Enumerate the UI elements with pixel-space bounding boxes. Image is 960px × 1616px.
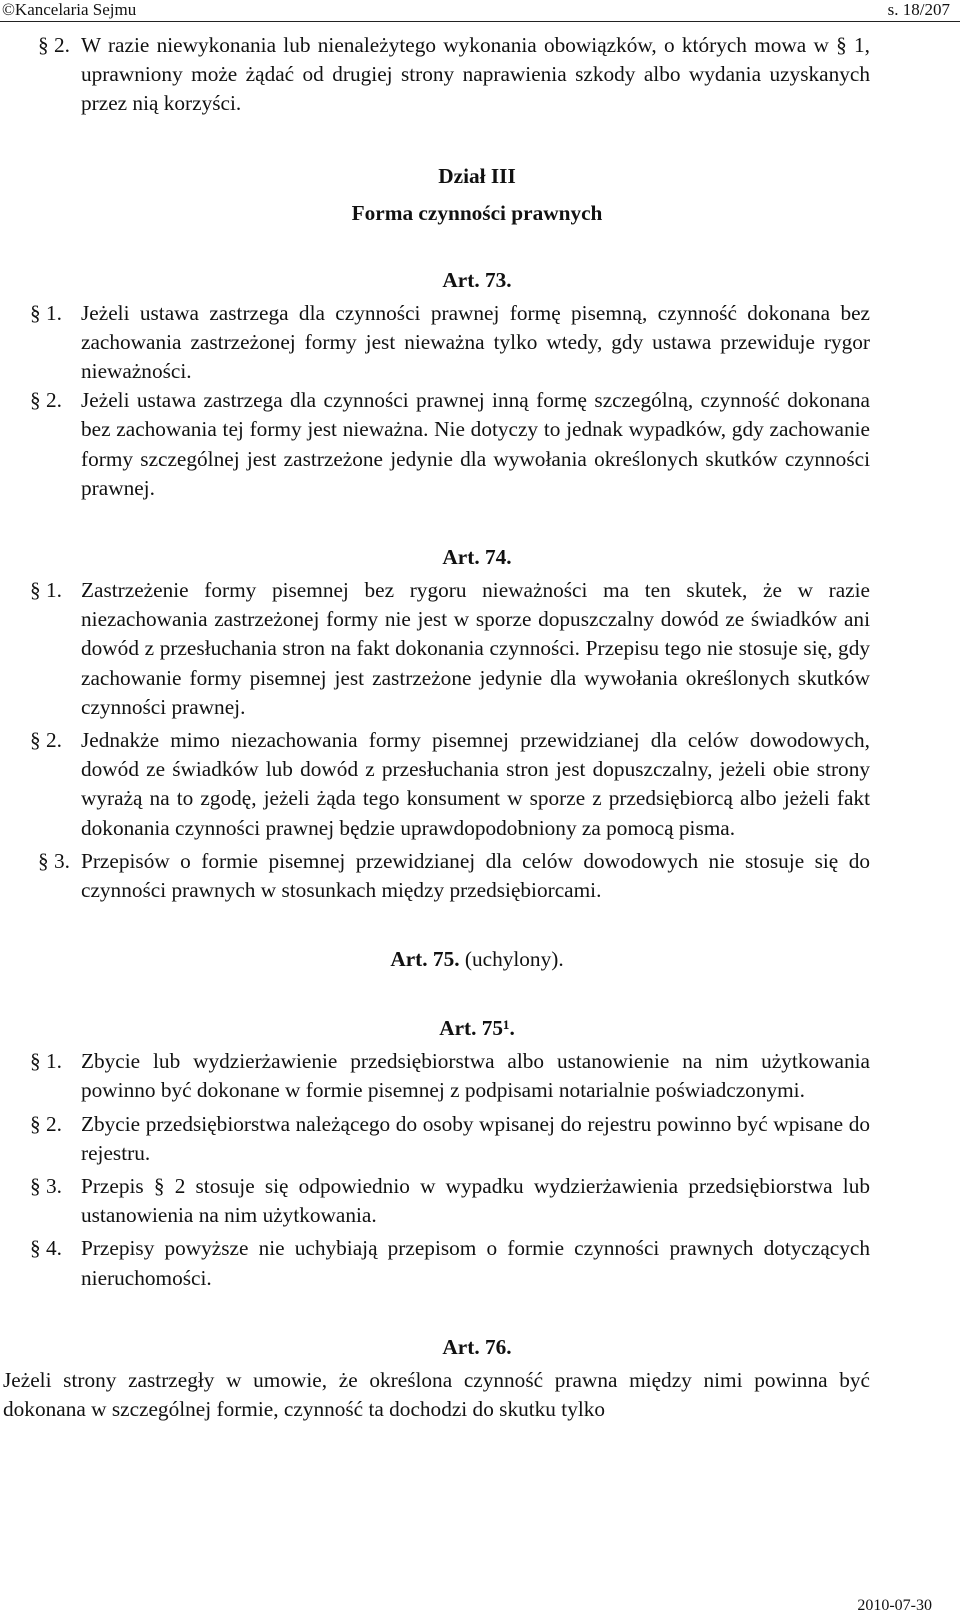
intro-paragraph-number: § 2. [38, 33, 70, 57]
article-74-paragraph-2-text: Jednakże mimo niezachowania formy pisemnej przewidzianej dla celów dowodowych, dowód ze świadków lub dowód z przesłuchania stron jest dopuszczalny, jeżeli obie strony wyrażą na to zgodę, jeżeli żąda tego konsument w sporze z przedsiębiorcą albo jeżeli fakt dokonania czynności prawnej będzie uprawdopodobniony za pomocą pisma. [81, 728, 870, 840]
article-74-paragraph-3-number: § 3. [38, 848, 70, 873]
article-75-note: (uchylony). [464, 947, 564, 972]
intro-paragraph [0, 31, 960, 119]
article-73-paragraph-1-text: Jeżeli ustawa zastrzega dla czynności prawnej formę pisemną, czynność dokonana bez zachowania zastrzeżonej formy jest nieważna tylko wtedy, gdy ustawa przewiduje rygor nieważności. [81, 300, 870, 384]
header-divider [0, 21, 960, 22]
article-76-title: Art. 76. [442, 1334, 512, 1359]
article-75-1-paragraph-2 [0, 1110, 960, 1168]
article-74-paragraph-1-number: § 1. [30, 578, 62, 603]
article-73-paragraph-2-text: Jeżeli ustawa zastrzega dla czynności prawnej inną formę szczególną, czynność dokonana bez zachowania tej formy jest nieważna. Nie dotyczy to jednak wypadków, gdy zachowanie formy szczególnej jest zastrzeżone jedynie dla wywołania określonych skutków czynności prawnej. [81, 388, 870, 500]
article-74-paragraph-3 [0, 847, 960, 905]
article-75-1-paragraph-4 [0, 1234, 960, 1292]
article-74-paragraph-2-number: § 2. [30, 728, 62, 753]
article-74-paragraph-3-text: Przepisów o formie pisemnej przewidzianej dla celów dowodowych nie stosuje się do czynności prawnych w stosunkach między przedsiębiorcami. [81, 848, 870, 903]
article-75-1-paragraph-2-number: § 2. [30, 1111, 62, 1136]
header-page-number: s. 18/207 [887, 0, 950, 19]
article-75-title [0, 945, 960, 974]
article-75-1-paragraph-1-text: Zbycie lub wydzierżawienie przedsiębiorstwa albo ustanowienie na nim użytkowania powinno być dokonane w formie pisemnej z podpisami notarialnie poświadczonymi. [81, 1049, 870, 1103]
article-75-1-paragraph-2-text: Zbycie przedsiębiorstwa należącego do osoby wpisanej do rejestru powinno być wpisane do rejestru. [81, 1111, 870, 1165]
article-75-1-paragraph-4-number: § 4. [30, 1236, 62, 1261]
article-75-1-title: Art. 75¹. [439, 1016, 515, 1041]
division-subtitle: Forma czynności prawnych [351, 200, 603, 225]
intro-paragraph-text: W razie niewykonania lub nienależytego wykonania obowiązków, o których mowa w § 1, uprawniony może żądać od drugiej strony naprawienia szkody albo wydania uzyskanych przez nią korzyści. [81, 33, 870, 116]
article-74-paragraph-2 [0, 726, 960, 843]
article-75-1-paragraph-1 [0, 1047, 960, 1105]
article-73-paragraph-2-number: § 2. [30, 388, 62, 413]
article-74-paragraph-1 [0, 576, 960, 722]
article-75-1-paragraph-3-text: Przepis § 2 stosuje się odpowiednio w wypadku wydzierżawienia przedsiębiorstwa lub ustanowienia na nim użytkowania. [81, 1174, 870, 1228]
article-73-paragraph-2 [0, 386, 960, 503]
article-73-paragraph-1 [0, 299, 960, 387]
article-74-paragraph-1-text: Zastrzeżenie formy pisemnej bez rygoru nieważności ma ten skutek, że w razie niezachowania zastrzeżonej formy nie jest w sporze dopuszczalny dowód ze świadków ani dowód z przesłuchania stron na fakt dokonania czynności. Przepisu tego nie stosuje się, gdy zachowanie formy pisemnej jest zastrzeżone jedynie dla wywołania określonych skutków czynności prawnej. [81, 578, 870, 719]
article-73-paragraph-1-number: § 1. [30, 300, 62, 325]
article-76-text: Jeżeli strony zastrzegły w umowie, że określona czynność prawna między nimi powinna być dokonana w szczególnej formie, czynność ta dochodzi do skutku tylko [3, 1367, 870, 1422]
article-73-title: Art. 73. [442, 267, 512, 292]
article-75-1-paragraph-4-text: Przepisy powyższe nie uchybiają przepisom o formie czynności prawnych dotyczących nieruchomości. [81, 1236, 870, 1290]
article-75-1-paragraph-1-number: § 1. [30, 1049, 62, 1074]
footer-date: 2010-07-30 [857, 1597, 932, 1614]
document-body [0, 25, 960, 1424]
article-75-number: Art. 75. [390, 947, 460, 972]
article-75-1-paragraph-3-number: § 3. [30, 1174, 62, 1199]
header-source: ©Kancelaria Sejmu [2, 0, 137, 19]
article-75-1-paragraph-3 [0, 1172, 960, 1230]
article-74-title: Art. 74. [442, 545, 512, 570]
division-title: Dział III [438, 163, 516, 188]
